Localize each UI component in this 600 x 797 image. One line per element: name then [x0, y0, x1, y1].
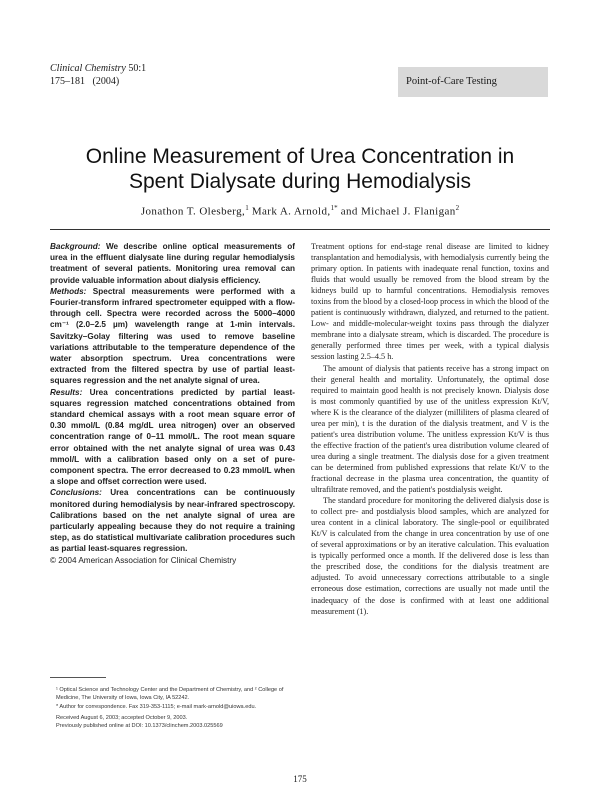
- body-text: [311, 241, 549, 617]
- copyright: © 2004 American Association for Clinical Chemistry: [50, 555, 237, 565]
- abstract: [50, 241, 295, 566]
- author-1: Jonathon T. Olesberg,: [140, 205, 246, 218]
- author-2: Mark A. Arnold,: [251, 205, 331, 218]
- author-3: Michael J. Flanigan: [360, 205, 456, 218]
- author-list: Jonathon T. Olesberg,$^1$ Mark A. Arnold,$^{1*}$ and Michael J. Flanigan$^2$: [140, 204, 460, 218]
- footnote-doi: Previously published online at DOI: 10.1373/clinchem.2003.025569: [56, 723, 223, 730]
- section-label: Point-of-Care Testing: [398, 67, 548, 97]
- header-rule: [50, 229, 550, 230]
- title-line-1: Online Measurement of Urea Concentration in: [85, 145, 515, 168]
- footnote-rule: [50, 677, 106, 678]
- title-line-2: Spent Dialysate during Hemodialysis: [129, 170, 471, 193]
- article-title: [0, 144, 600, 194]
- journal-year: (2004): [92, 76, 120, 87]
- footnote-affiliations: ¹ Optical Science and Technology Center and the Department of Chemistry, and ² College of Medicine, The University of Iowa, Iowa City, IA 52242.: [56, 687, 284, 702]
- footnotes: [50, 686, 295, 730]
- footnote-correspondence: * Author for correspondence. Fax 319-353-1115; e-mail mark-arnold@uiowa.edu.: [56, 703, 257, 710]
- body-paragraph-2: The amount of dialysis that patients receive has a strong impact on their general health and mortality. Unfortunately, the optimal dose required to maintain good health is not precisely known. Dialysis dose is most commonly quantified by use of the unitless expression Kt/V, where K is the clearance of the dialyzer (milliliters of plasma cleared of urea per min), t is the duration of the dialysis treatment, and V is the patient's urea distribution volume. The unitless expression Kt/V is thus the effective fraction of the patient's urea distribution volume cleared of urea during a single treatment. The dialysis dose for a given treatment can be determined from published expressions that relate Kt/V to the fractional decrease in the plasma urea concentration, the quantity of ultrafiltrate removed, and the patient's postdialysis weight.: [311, 363, 549, 495]
- journal-pages: 175–181: [50, 76, 85, 87]
- abstract-background: Background: We describe online optical measurements of urea in the effluent dialysate line during regular hemodialysis treatment of several patients. Monitoring urea removal can provide valuable information about dialysis efficiency.: [50, 242, 296, 285]
- abstract-results: Results: Urea concentrations predicted by partial least-squares regression matched concentrations obtained from standard chemical assays with a root mean square error of 0.30 mmol/L (0.84 mg/dL urea nitrogen) over an observed concentration range of 0–11 mmol/L. The root mean square error obtained with the net analyte signal of urea was 0.43 mmol/L with a calibration based only on a set of pure-component spectra. The error decreased to 0.23 mmol/L when a slope and offset correction were used.: [50, 387, 295, 487]
- journal-citation: [50, 62, 146, 88]
- journal-volume: 50:1: [128, 63, 147, 74]
- body-paragraph-1: Treatment options for end-stage renal disease are limited to kidney transplantation and hemodialysis, with hemodialysis currently being the primary option. In patients with inadequate renal function, toxins and fluids that would usually be removed from the blood stream by the kidneys build up to harmful concentrations. Hemodialysis removes toxins from the blood by a closed-loop process in which the blood of the patient is continuously withdrawn, dialyzed, and returned to the patient. Low- and middle-molecular-weight toxins pass through the dialyzer membrane into a dialysate stream, which is discarded. The procedure is generally performed three times per week, with a typical dialysis session lasting 2.5–4.5 h.: [311, 242, 549, 362]
- abstract-conclusions: Conclusions: Urea concentrations can be continuously monitored during hemodialysis by near-infrared spectroscopy. Calibrations based on the net analyte signal of urea are particularly appealing because they do not require a training step, as do statistical multivariate calibration procedures such as partial least-squares regression.: [50, 488, 295, 554]
- body-paragraph-3: The standard procedure for monitoring the delivered dialysis dose is to collect pre- and postdialysis blood samples, which are analyzed for urea content in a clinical laboratory. The single-pool or equilibrated Kt/V is calculated from the change in urea concentration by use of one of several approximations or by an iterative calculation. This evaluation is typically performed once a month. If the delivered dose is less than the prescribed dose, the conditions for the dialysis treatment are adjusted. To avoid unnecessary corrections attributable to a single erroneous dose estimation, corrections are usually not made until the inadequacy of the dose is confirmed with at least one additional measurement (1).: [311, 496, 549, 616]
- journal-name: Clinical Chemistry: [50, 63, 126, 74]
- footnote-received: Received August 6, 2003; accepted October 9, 2003.: [56, 714, 188, 721]
- page-number: 175: [293, 774, 307, 784]
- abstract-methods: Methods: Spectral measurements were performed with a Fourier-transform infrared spectrometer equipped with a flow-through cell. Spectra were recorded across the 5000–4000 cm⁻¹ (2.0–2.5 µm) wavelength range at 1-min intervals. Savitzky–Golay filtering was used to remove baseline variations attributable to the temperature dependence of the water absorption spectrum. Urea concentrations were extracted from the filtered spectra by use of partial least-squares regression and the net analyte signal of urea.: [50, 286, 295, 386]
